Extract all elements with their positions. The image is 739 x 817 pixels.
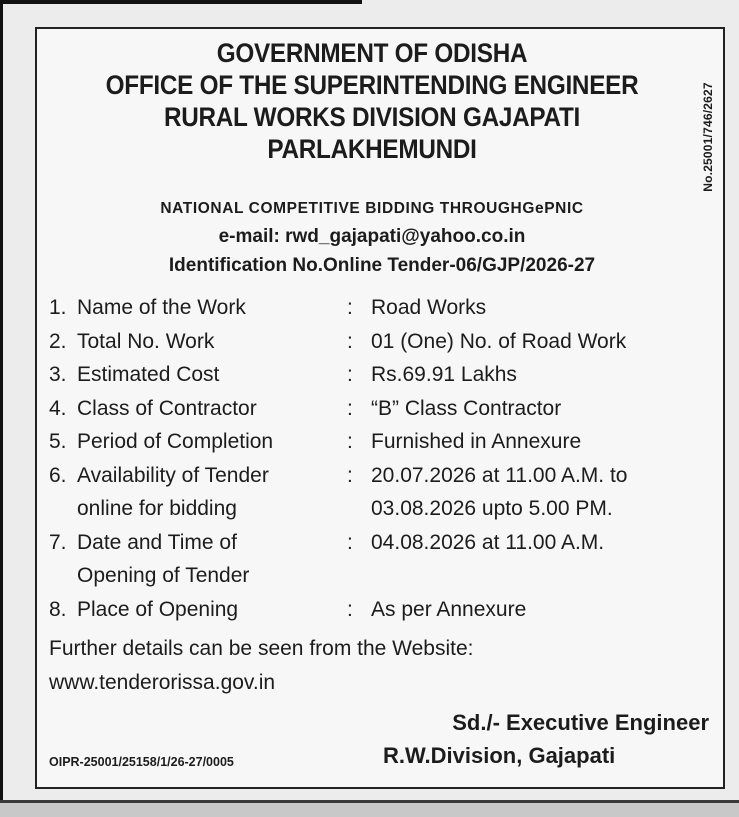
detail-label: online for bidding bbox=[77, 497, 237, 520]
further-details bbox=[49, 632, 474, 699]
detail-row bbox=[49, 358, 719, 392]
notice-header bbox=[37, 37, 707, 165]
detail-label: Estimated Cost bbox=[77, 363, 220, 386]
detail-value: “B” Class Contractor bbox=[371, 396, 562, 420]
detail-label: Name of the Work bbox=[77, 296, 246, 319]
detail-colon: : bbox=[347, 363, 353, 386]
detail-colon: : bbox=[347, 430, 353, 453]
signature-division: R.W.Division, Gajapati bbox=[383, 743, 616, 768]
detail-row bbox=[49, 526, 719, 560]
detail-label: Availability of Tender bbox=[77, 463, 269, 487]
detail-label: Total No. Work bbox=[77, 329, 215, 353]
detail-number: 5. bbox=[49, 430, 67, 453]
detail-value: As per Annexure bbox=[371, 597, 527, 621]
detail-colon bbox=[347, 559, 371, 593]
detail-label: Opening of Tender bbox=[77, 564, 250, 587]
detail-number: 7. bbox=[49, 530, 67, 554]
detail-row bbox=[49, 291, 719, 325]
header-division: RURAL WORKS DIVISION GAJAPATI bbox=[163, 102, 581, 132]
detail-row bbox=[49, 425, 719, 459]
detail-row bbox=[49, 459, 719, 493]
detail-colon: : bbox=[347, 396, 353, 420]
bidding-type: NATIONAL COMPETITIVE BIDDING THROUGHGePNIC bbox=[160, 200, 584, 217]
signature-title: Sd./- Executive Engineer bbox=[452, 710, 709, 735]
detail-label: Period of Completion bbox=[77, 430, 274, 453]
website-address: www.tenderorissa.gov.in bbox=[49, 670, 276, 694]
detail-number bbox=[49, 559, 77, 593]
bottom-border-rule bbox=[0, 800, 739, 817]
detail-row bbox=[49, 325, 719, 359]
identification-number: Identification No.Online Tender-06/GJP/2026-27 bbox=[168, 255, 596, 276]
detail-colon: : bbox=[347, 530, 353, 554]
detail-label: Class of Contractor bbox=[77, 396, 257, 420]
side-reference-text: No.25001/746/2627 bbox=[701, 82, 715, 192]
detail-colon: : bbox=[347, 329, 353, 353]
detail-number: 8. bbox=[49, 597, 67, 621]
detail-number bbox=[49, 492, 77, 526]
email-line: e-mail: rwd_gajapati@yahoo.co.in bbox=[218, 226, 526, 247]
detail-row bbox=[49, 559, 719, 593]
detail-row bbox=[49, 593, 719, 627]
detail-value: 04.08.2026 at 11.00 A.M. bbox=[371, 530, 605, 554]
header-location: PARLAKHEMUNDI bbox=[267, 134, 477, 164]
detail-row bbox=[49, 392, 719, 426]
detail-number: 6. bbox=[49, 463, 67, 487]
detail-row bbox=[49, 492, 719, 526]
detail-number: 2. bbox=[49, 329, 67, 353]
left-border-rule bbox=[0, 0, 3, 817]
detail-value: 03.08.2026 upto 5.00 PM. bbox=[371, 497, 613, 520]
oipr-number: OIPR-25001/25158/1/26-27/0005 bbox=[49, 755, 234, 769]
detail-number: 1. bbox=[49, 296, 67, 319]
detail-colon: : bbox=[347, 296, 353, 319]
detail-value: Furnished in Annexure bbox=[371, 430, 582, 453]
detail-value: 20.07.2026 at 11.00 A.M. to bbox=[371, 463, 628, 487]
detail-label: Date and Time of bbox=[77, 530, 237, 554]
header-office: OFFICE OF THE SUPERINTENDING ENGINEER bbox=[105, 70, 639, 100]
detail-number: 3. bbox=[49, 363, 67, 386]
detail-value bbox=[371, 559, 719, 593]
detail-value: Rs.69.91 Lakhs bbox=[371, 363, 517, 386]
top-border-rule bbox=[0, 0, 362, 4]
details-list bbox=[49, 291, 719, 626]
detail-colon bbox=[347, 492, 371, 526]
detail-label: Place of Opening bbox=[77, 597, 239, 621]
detail-value: 01 (One) No. of Road Work bbox=[371, 329, 627, 353]
detail-number: 4. bbox=[49, 396, 67, 420]
header-government: GOVERNMENT OF ODISHA bbox=[216, 38, 528, 68]
detail-colon: : bbox=[347, 597, 353, 621]
further-details-text: Further details can be seen from the Website: bbox=[49, 637, 474, 660]
tender-notice bbox=[35, 27, 725, 789]
detail-colon: : bbox=[347, 463, 353, 487]
detail-value: Road Works bbox=[371, 296, 487, 319]
